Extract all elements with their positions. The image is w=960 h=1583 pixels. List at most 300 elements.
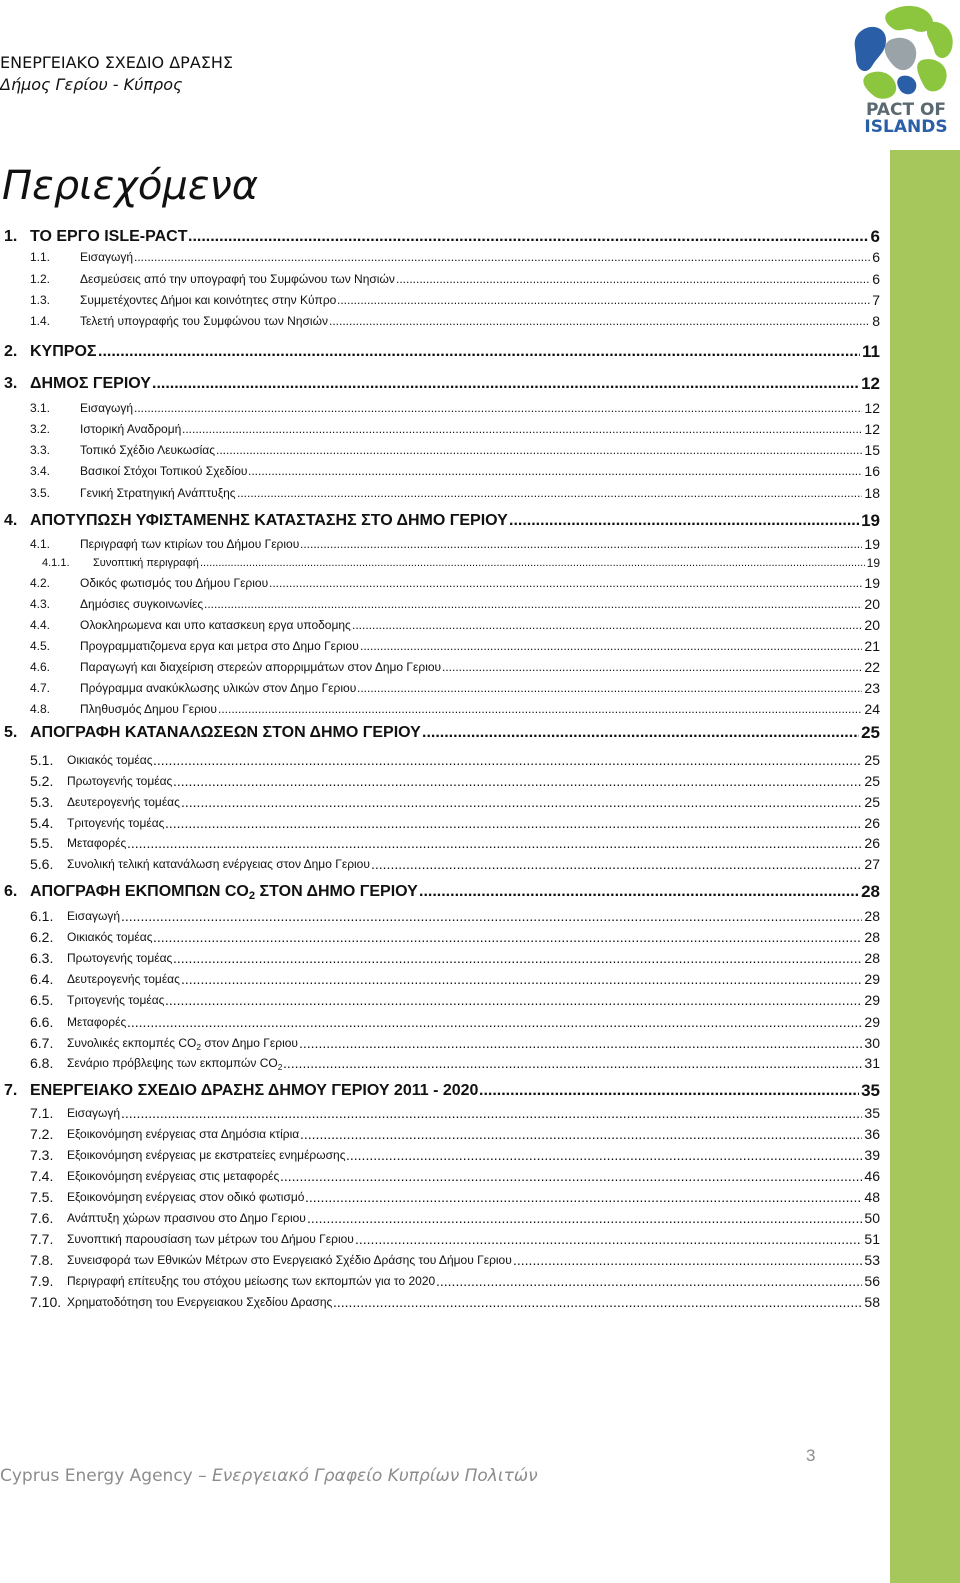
toc-entry-subscript: 2 [248,890,256,902]
toc-entry-label [80,462,248,480]
toc-entry-page: 29 [864,992,880,1008]
header-title: ΕΝΕΡΓΕΙΑΚΟ ΣΧΕΔΙΟ ΔΡΑΣΗΣ [0,53,234,72]
toc-entry-label [67,1033,299,1053]
page-title: Περιεχόμενα [2,163,259,209]
toc-entry-label-text: Πρόγραμμα ανακύκλωσης υλικών στον Δημο Γεριου [80,681,357,695]
toc-entry-page: 26 [864,835,880,851]
toc-entry-number: 4.7. [30,681,51,695]
toc-entry-page: 46 [864,1168,880,1184]
toc-entry-label [80,270,396,288]
toc-entry-page: 25 [864,773,880,789]
toc-leader-dots [357,679,862,699]
toc-entry-label-text: Γενική Στρατηγική Ανάπτυξης [80,486,236,500]
toc-leader-dots [371,854,862,874]
toc-entry[interactable] [0,374,880,394]
pact-of-islands-logo [852,0,960,150]
toc-entry-number: 3.4. [30,464,51,478]
toc-entry-label [67,771,173,791]
toc-entry[interactable] [0,312,880,332]
toc-entry[interactable] [0,990,880,1010]
toc-entry-label-text: Δευτερογενής τομέας [67,795,180,809]
toc-entry-number: 7.8. [30,1252,54,1268]
toc-entry-number: 7.7. [30,1231,54,1247]
toc-leader-dots [200,554,865,574]
toc-entry[interactable] [0,723,880,743]
toc-entry-label-text: ΚΥΠΡΟΣ [30,343,97,360]
toc-entry-label [80,399,134,417]
footer [0,1466,538,1486]
toc-entry-label [67,750,153,770]
toc-entry[interactable] [0,1187,880,1207]
toc-entry-label [30,342,98,362]
toc-entry[interactable] [0,813,880,833]
toc-entry-page: 31 [864,1055,880,1071]
toc-entry-label [67,927,153,947]
toc-entry[interactable] [0,420,880,440]
toc-entry-page: 23 [864,680,880,696]
toc-entry-page: 8 [872,313,880,329]
toc-entry-label [30,723,422,743]
toc-entry-number: 4.1.1. [42,557,70,569]
toc-entry-label-text: Συνολική τελική κατανάλωση ενέργειας στον Δημο Γεριου [67,857,370,871]
toc-entry[interactable] [0,342,880,362]
toc-entry-label-text: Εξοικονόμηση ενέργειας στον οδικό φωτισμό [67,1190,305,1204]
toc-entry-page: 12 [861,374,880,393]
toc-entry-label [67,1292,333,1312]
toc-entry-label-text: ΕΝΕΡΓΕΙΑΚΟ ΣΧΕΔΙΟ ΔΡΑΣΗΣ ΔΗΜΟΥ ΓΕΡΙΟΥ 2011 - 2020 [30,1082,479,1099]
toc-entry-number: 4.6. [30,660,51,674]
toc-leader-dots [283,1053,862,1073]
toc-entry-label-text: Συνοπτική παρουσίαση των μέτρων του Δήμου Γεριου [67,1232,354,1246]
toc-entry-page: 26 [864,815,880,831]
toc-entry-label [80,658,442,676]
toc-entry-page: 50 [864,1210,880,1226]
toc-entry-number: 6.7. [30,1035,54,1051]
toc-entry-number: 7. [4,1082,18,1099]
toc-entry-label-text: Μεταφορές [67,836,127,850]
toc-entry-label-text: Προγραμματιζομενα εργα και μετρα στο Δημο Γεριου [80,639,359,653]
toc-entry-label [67,1053,283,1073]
toc-entry[interactable] [0,637,880,657]
toc-entry-page: 7 [872,292,880,308]
logo-text-bottom: ISLANDS [864,117,948,137]
toc-entry-number: 7.6. [30,1210,54,1226]
toc-entry-label-text: Ιστορική Αναδρομή [80,422,182,436]
toc-entry[interactable] [0,227,880,247]
toc-entry-number: 3.2. [30,422,51,436]
toc-entry[interactable] [0,1145,880,1165]
toc-entry-page: 51 [864,1231,880,1247]
toc-entry-label [67,1187,305,1207]
toc-entry-label [67,813,165,833]
document-header [0,52,233,96]
toc-entry-page: 48 [864,1189,880,1205]
toc-entry-page: 18 [864,485,880,501]
toc-leader-dots [442,658,862,678]
toc-entry[interactable] [0,1229,880,1249]
toc-entry-subscript: 2 [196,1042,202,1052]
toc-leader-dots [165,990,862,1010]
toc-entry-page: 35 [861,1081,880,1100]
toc-entry[interactable] [0,1053,880,1073]
toc-entry-label-text: Εξοικονόμηση ενέργειας στα Δημόσια κτίρια [67,1127,300,1141]
toc-entry-label-text: Συνολικές εκπομπές CO [67,1036,197,1050]
toc-entry-number: 6.8. [30,1055,54,1071]
page-number: 3 [806,1446,816,1465]
toc-entry-label [30,511,509,531]
toc-leader-dots [153,750,862,770]
toc-entry-number: 6.5. [30,992,54,1008]
toc-entry[interactable] [0,1103,880,1123]
toc-entry[interactable] [0,511,880,531]
toc-entry-page: 19 [861,511,880,530]
toc-entry-page: 27 [864,856,880,872]
toc-leader-dots [280,1166,862,1186]
toc-entry[interactable] [0,792,880,812]
toc-entry-number: 1.3. [30,293,51,307]
toc-entry-label-text: Ολοκληρωμενα και υπο κατασκευη εργα υποδομης [80,618,351,632]
toc-leader-dots [396,270,870,290]
toc-entry[interactable] [0,595,880,615]
toc-entry-page: 20 [864,596,880,612]
toc-entry-number: 4.4. [30,618,51,632]
toc-leader-dots [305,1187,862,1207]
toc-entry-number: 3.1. [30,401,51,415]
toc-leader-dots [121,906,862,926]
toc-entry-label [80,574,269,592]
toc-entry[interactable] [0,1124,880,1144]
toc-entry-number: 5.5. [30,835,54,851]
toc-entry-page: 19 [864,575,880,591]
toc-leader-dots [352,616,862,636]
toc-entry-number: 7.3. [30,1147,54,1163]
toc-entry-label-suffix: στον Δημο Γεριου [201,1036,298,1050]
toc-entry-label [67,1166,280,1186]
toc-entry[interactable] [0,399,880,419]
toc-entry-number: 1.2. [30,272,51,286]
toc-leader-dots [300,535,862,555]
toc-leader-dots [165,813,862,833]
toc-entry-label [80,291,337,309]
toc-entry-number: 5.3. [30,794,54,810]
toc-entry-label [67,1229,355,1249]
toc-entry-number: 2. [4,343,18,360]
toc-entry[interactable] [0,1250,880,1270]
toc-entry[interactable] [0,291,880,311]
toc-entry-page: 25 [864,752,880,768]
toc-entry-number: 7.5. [30,1189,54,1205]
toc-entry-label-text: ΑΠΟΓΡΑΦΗ ΚΑΤΑΝΑΛΩΣΕΩΝ ΣΤΟΝ ΔΗΜΟ ΓΕΡΙΟΥ [30,724,421,741]
toc-entry-label-text: Εισαγωγή [80,250,134,264]
toc-entry-label-text: Συνεισφορά των Εθνικών Μέτρων στο Ενεργειακό Σχέδιο Δράσης του Δήμου Γεριου [67,1253,512,1267]
toc-entry-label-text: Περιγραφή επίτευξης του στόχου μείωσης των εκπομπών για το 2020 [67,1274,436,1288]
toc-entry-page: 29 [864,971,880,987]
toc-entry-label-text: Παραγωγή και διαχείριση στερεών απορριμμάτων στον Δημο Γεριου [80,660,442,674]
toc-entry-number: 7.9. [30,1273,54,1289]
toc-entry-number: 3.5. [30,486,51,500]
toc-entry-label-text: Οικιακός τομέας [67,753,153,767]
toc-entry-number: 4.3. [30,597,51,611]
toc-entry-label [30,882,419,902]
toc-entry-label-text: ΑΠΟΤΥΠΩΣΗ ΥΦΙΣΤΑΜΕΝΗΣ ΚΑΤΑΣΤΑΣΗΣ ΣΤΟ ΔΗΜΟ ΓΕΡΙΟΥ [30,512,508,529]
toc-leader-dots [153,927,862,947]
toc-entry[interactable] [0,906,880,926]
toc-entry-page: 21 [864,638,880,654]
toc-leader-dots [513,1250,862,1270]
toc-entry-number: 4.2. [30,576,51,590]
toc-entry-page: 15 [864,442,880,458]
toc-entry-label-text: Σενάριο πρόβλεψης των εκπομπών CO [67,1056,278,1070]
toc-entry-label [80,312,329,330]
toc-entry[interactable] [0,854,880,874]
toc-leader-dots [98,342,860,362]
toc-entry-label [67,1124,300,1144]
toc-entry-label [67,854,371,874]
toc-entry-number: 1.4. [30,314,51,328]
toc-entry-number: 6.1. [30,908,54,924]
toc-entry-page: 29 [864,1014,880,1030]
toc-leader-dots [181,792,862,812]
toc-entry-label [30,374,152,394]
toc-entry[interactable] [0,270,880,290]
toc-entry[interactable] [0,535,880,555]
toc-entry-label [67,1012,127,1032]
toc-leader-dots [269,574,862,594]
toc-leader-dots [216,441,862,461]
toc-entry-label-text: Μεταφορές [67,1015,127,1029]
toc-entry-label-text: ΔΗΜΟΣ ΓΕΡΙΟΥ [30,375,151,392]
toc-entry-label [67,1271,436,1291]
toc-entry-label [80,441,216,459]
toc-entry-page: 6 [872,271,880,287]
toc-entry-page: 16 [864,463,880,479]
toc-entry[interactable] [0,574,880,594]
toc-entry-number: 4.1. [30,537,51,551]
toc-entry-label [80,248,134,266]
toc-entry-number: 5. [4,724,18,741]
toc-entry[interactable] [0,554,880,574]
toc-entry-page: 12 [864,421,880,437]
toc-leader-dots [188,227,869,247]
toc-entry-label [80,616,352,634]
toc-entry-label-text: Εισαγωγή [67,909,121,923]
toc-entry-label-text: Τριτογενής τομέας [67,816,165,830]
toc-leader-dots [479,1081,859,1101]
toc-entry-label-text: Βασικοί Στόχοι Τοπικού Σχεδίου [80,464,248,478]
toc-leader-dots [422,723,859,743]
toc-entry-page: 25 [864,794,880,810]
toc-entry[interactable] [0,700,880,720]
toc-leader-dots [127,833,862,853]
toc-leader-dots [121,1103,862,1123]
toc-entry-label-text: Συνοπτική περιγραφή [93,557,199,569]
toc-entry-number: 7.2. [30,1126,54,1142]
toc-entry-label [80,700,218,718]
toc-entry-label-text: Δημόσιες συγκοινωνίες [80,597,204,611]
toc-entry-label [30,1081,479,1101]
header-subtitle: Δήμος Γερίου - Κύπρος [0,75,183,94]
toc-leader-dots [300,1124,862,1144]
toc-entry-label-text: ΤΟ ΕΡΓΟ ISLE-PACT [30,228,188,245]
toc-leader-dots [237,484,862,504]
toc-leader-dots [333,1292,862,1312]
toc-leader-dots [204,595,862,615]
toc-entry-label-text: Εξοικονόμηση ενέργειας με εκστρατείες ενημέρωσης [67,1148,346,1162]
toc-entry-page: 53 [864,1252,880,1268]
toc-entry[interactable] [0,441,880,461]
toc-entry-label [93,554,200,572]
toc-entry-page: 20 [864,617,880,633]
toc-entry-label [67,990,165,1010]
toc-entry[interactable] [0,882,880,902]
toc-entry-label [67,906,121,926]
toc-entry[interactable] [0,771,880,791]
toc-entry-label [67,833,127,853]
toc-leader-dots [346,1145,862,1165]
toc-leader-dots [337,291,870,311]
toc-leader-dots [329,312,870,332]
toc-entry-label-text: Εξοικονόμηση ενέργειας στις μεταφορές [67,1169,280,1183]
toc-entry-number: 1.1. [30,250,51,264]
toc-entry[interactable] [0,484,880,504]
toc-entry[interactable] [0,1166,880,1186]
toc-entry[interactable] [0,658,880,678]
toc-entry-label-text: Περιγραφή των κτιρίων του Δήμου Γεριου [80,537,300,551]
toc-entry-label-text: Πληθυσμός Δημου Γεριου [80,702,217,716]
footer-dash: – [192,1466,213,1486]
toc-entry[interactable] [0,1208,880,1228]
toc-entry-label-text: Χρηματοδότηση του Ενεργειακου Σχεδίου Δρασης [67,1295,333,1309]
toc-entry-number: 6.2. [30,929,54,945]
toc-entry-label-text: Εισαγωγή [80,401,134,415]
toc-entry-number: 5.6. [30,856,54,872]
toc-entry-number: 5.4. [30,815,54,831]
toc-entry-number: 5.1. [30,752,54,768]
toc-entry-page: 22 [864,659,880,675]
toc-entry-page: 30 [864,1035,880,1051]
toc-entry-label [67,1145,346,1165]
toc-entry[interactable] [0,927,880,947]
toc-entry-label [80,484,237,502]
toc-entry-page: 25 [861,723,880,742]
toc-leader-dots [152,374,859,394]
toc-entry-page: 28 [864,908,880,924]
toc-entry-label-text: Εισαγωγή [67,1106,121,1120]
toc-leader-dots [218,700,862,720]
toc-entry[interactable] [0,1012,880,1032]
toc-entry-label [67,1208,307,1228]
toc-entry-page: 28 [864,950,880,966]
toc-entry-label-text: Τελετή υπογραφής του Συμφώνου των Νησιών [80,314,328,328]
toc-entry[interactable] [0,833,880,853]
toc-entry[interactable] [0,679,880,699]
toc-entry-label [67,1250,513,1270]
toc-entry-label [67,792,181,812]
toc-entry-number: 4. [4,512,18,529]
toc-entry-number: 4.5. [30,639,51,653]
toc-entry-page: 56 [864,1273,880,1289]
toc-entry-number: 6.4. [30,971,54,987]
toc-leader-dots [181,969,862,989]
toc-entry[interactable] [0,248,880,268]
toc-entry-label-suffix: ΣΤΟΝ ΔΗΜΟ ΓΕΡΙΟΥ [255,883,418,900]
toc-entry-label-text: Οικιακός τομέας [67,930,153,944]
toc-entry-number: 5.2. [30,773,54,789]
toc-entry[interactable] [0,462,880,482]
toc-entry-page: 19 [866,556,880,570]
toc-entry[interactable] [0,1033,880,1053]
toc-entry[interactable] [0,750,880,770]
toc-entry-label-text: Πρωτογενής τομέας [67,774,173,788]
toc-entry[interactable] [0,1271,880,1291]
toc-entry-label-text: Τοπικό Σχέδιο Λευκωσίας [80,443,216,457]
toc-entry-label [67,948,173,968]
toc-leader-dots [419,882,859,902]
toc-entry-page: 28 [864,929,880,945]
toc-entry-number: 3. [4,375,18,392]
toc-entry-label-text: Πρωτογενής τομέας [67,951,173,965]
toc-entry[interactable] [0,969,880,989]
toc-entry-label-text: Δεσμεύσεις από την υπογραφή του Συμφώνου των Νησιών [80,272,395,286]
toc-leader-dots [299,1033,862,1053]
toc-entry-subscript: 2 [277,1062,283,1072]
toc-entry[interactable] [0,1081,880,1101]
toc-entry-number: 6.6. [30,1014,54,1030]
toc-leader-dots [436,1271,862,1291]
toc-entry-number: 4.8. [30,702,51,716]
toc-leader-dots [509,511,859,531]
toc-entry-page: 58 [864,1294,880,1310]
toc-entry-label [67,1103,121,1123]
toc-entry-label-text: Ανάπτυξη χώρων πρασινου στο Δημο Γεριου [67,1211,306,1225]
toc-entry-page: 28 [861,882,880,901]
toc-entry-label [80,637,360,655]
toc-entry-number: 7.1. [30,1105,54,1121]
toc-entry-page: 19 [864,536,880,552]
toc-entry-page: 6 [870,227,880,246]
toc-entry-page: 24 [864,701,880,717]
toc-entry-number: 6. [4,883,18,900]
toc-entry-label [80,679,357,697]
toc-leader-dots [134,399,862,419]
toc-leader-dots [307,1208,862,1228]
toc-entry-label-text: Τριτογενής τομέας [67,993,165,1007]
toc-leader-dots [173,771,862,791]
toc-entry-label-text: Συμμετέχοντες Δήμοι και κοινότητες στην Κύπρο [80,293,337,307]
toc-leader-dots [127,1012,862,1032]
toc-entry[interactable] [0,616,880,636]
toc-leader-dots [134,248,870,268]
toc-entry-label [80,420,182,438]
toc-entry[interactable] [0,1292,880,1312]
toc-entry-page: 11 [862,342,880,361]
toc-entry-page: 12 [864,400,880,416]
toc-entry[interactable] [0,948,880,968]
toc-entry-label-text: ΑΠΟΓΡΑΦΗ ΕΚΠΟΜΠΩΝ CO [30,883,249,900]
toc-entry-label [80,595,204,613]
toc-entry-number: 6.3. [30,950,54,966]
toc-entry-label-text: Οδικός φωτισμός του Δήμου Γεριου [80,576,269,590]
toc-entry-label-text: Δευτερογενής τομέας [67,972,180,986]
toc-entry-page: 35 [864,1105,880,1121]
toc-leader-dots [248,462,862,482]
logo-text-top: PACT OF [865,100,947,120]
toc-entry-page: 36 [864,1126,880,1142]
toc-entry-label [30,227,188,247]
toc-entry-page: 6 [872,249,880,265]
toc-entry-page: 39 [864,1147,880,1163]
toc-entry-number: 7.10. [30,1294,62,1310]
